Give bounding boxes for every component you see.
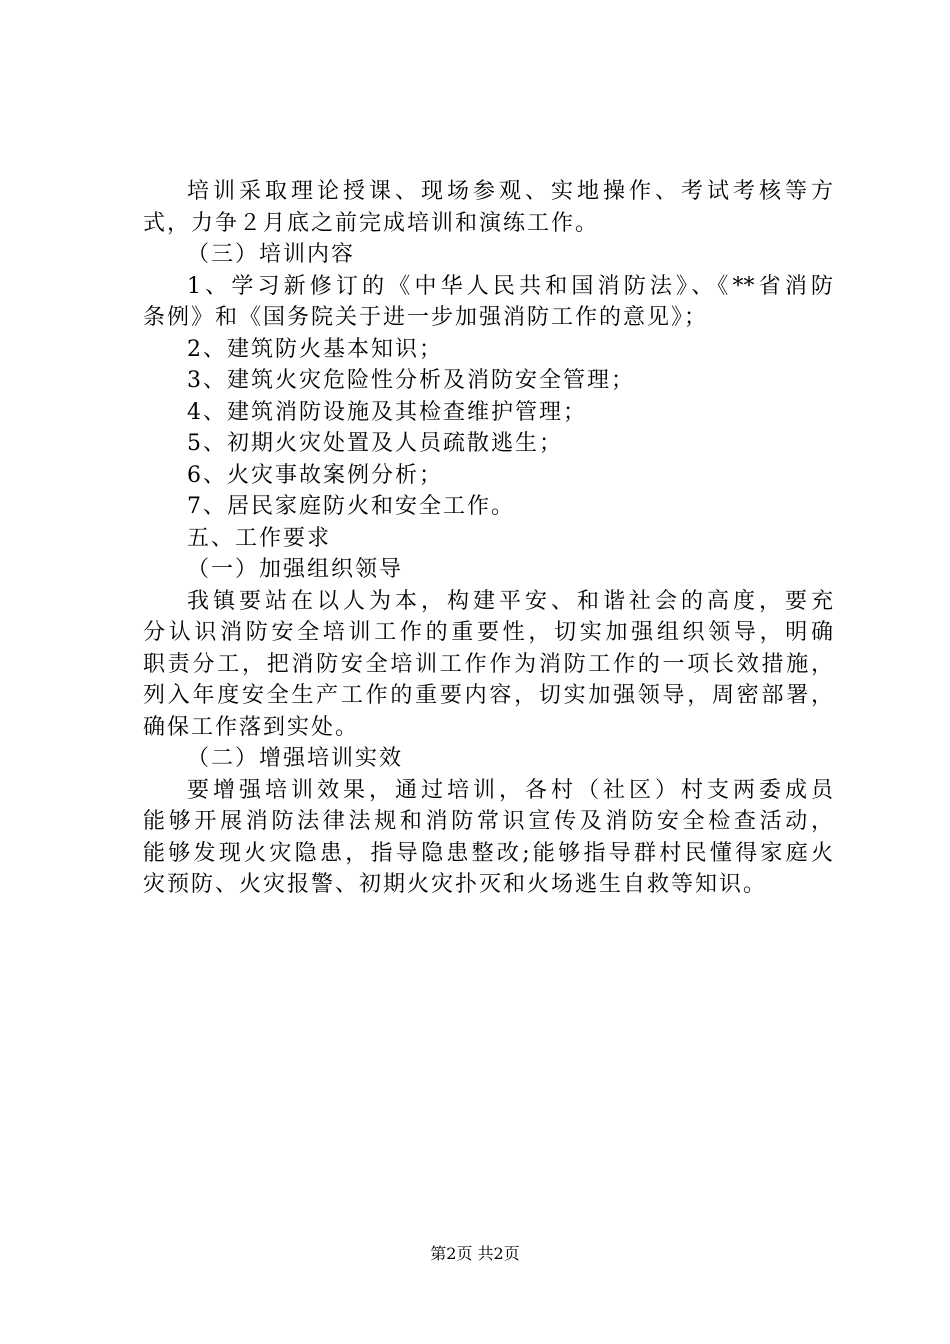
- paragraph-line: 列入年度安全生产工作的重要内容，切实加强领导，周密部署，: [143, 683, 833, 708]
- paragraph-line: 能够开展消防法律法规和消防常识宣传及消防安全检查活动，: [143, 809, 833, 834]
- paragraph-line: 我镇要站在以人为本，构建平安、和谐社会的高度，要充: [187, 588, 833, 614]
- paragraph-line: 确保工作落到实处。: [143, 714, 360, 740]
- section-heading: （三）培训内容: [187, 242, 356, 267]
- paragraph-line: 职责分工，把消防安全培训工作作为消防工作的一项长效措施，: [143, 651, 833, 677]
- document-body: [143, 176, 833, 901]
- list-item-line: 条例》和《国务院关于进一步加强消防工作的意见》；: [143, 305, 709, 330]
- page-footer: [0, 1244, 950, 1264]
- list-item: 3、建筑火灾危险性分析及消防安全管理；: [187, 368, 635, 393]
- list-item-line: 1、学习新修订的《中华人民共和国消防法》、《**省消防: [187, 273, 833, 299]
- paragraph-line: 式，力争２月底之前完成培训和演练工作。: [143, 210, 600, 236]
- paragraph-line: 培训采取理论授课、现场参观、实地操作、考试考核等方: [187, 179, 833, 204]
- list-item: 7、居民家庭防火和安全工作。: [187, 494, 515, 519]
- paragraph-line: 能够发现火灾隐患，指导隐患整改;能够指导群村民懂得家庭火: [143, 840, 833, 866]
- list-item: 2、建筑防火基本知识；: [187, 336, 443, 362]
- list-item: 5、初期火灾处置及人员疏散逃生；: [187, 431, 563, 456]
- paragraph-line: 灾预防、火灾报警、初期火灾扑灭和火场逃生自救等知识。: [143, 872, 768, 897]
- list-item: 4、建筑消防设施及其检查维护管理；: [187, 399, 587, 425]
- subsection-heading: （一）加强组织领导: [187, 557, 404, 582]
- list-item: 6、火灾事故案例分析；: [187, 462, 443, 488]
- subsection-heading: （二）增强培训实效: [187, 746, 404, 771]
- section-heading: 五、工作要求: [187, 525, 332, 551]
- page-number-label: 第2页 共2页: [430, 1244, 520, 1263]
- paragraph-line: 要增强培训效果，通过培训，各村（社区）村支两委成员: [187, 777, 833, 803]
- paragraph-line: 分认识消防安全培训工作的重要性，切实加强组织领导，明确: [143, 620, 833, 645]
